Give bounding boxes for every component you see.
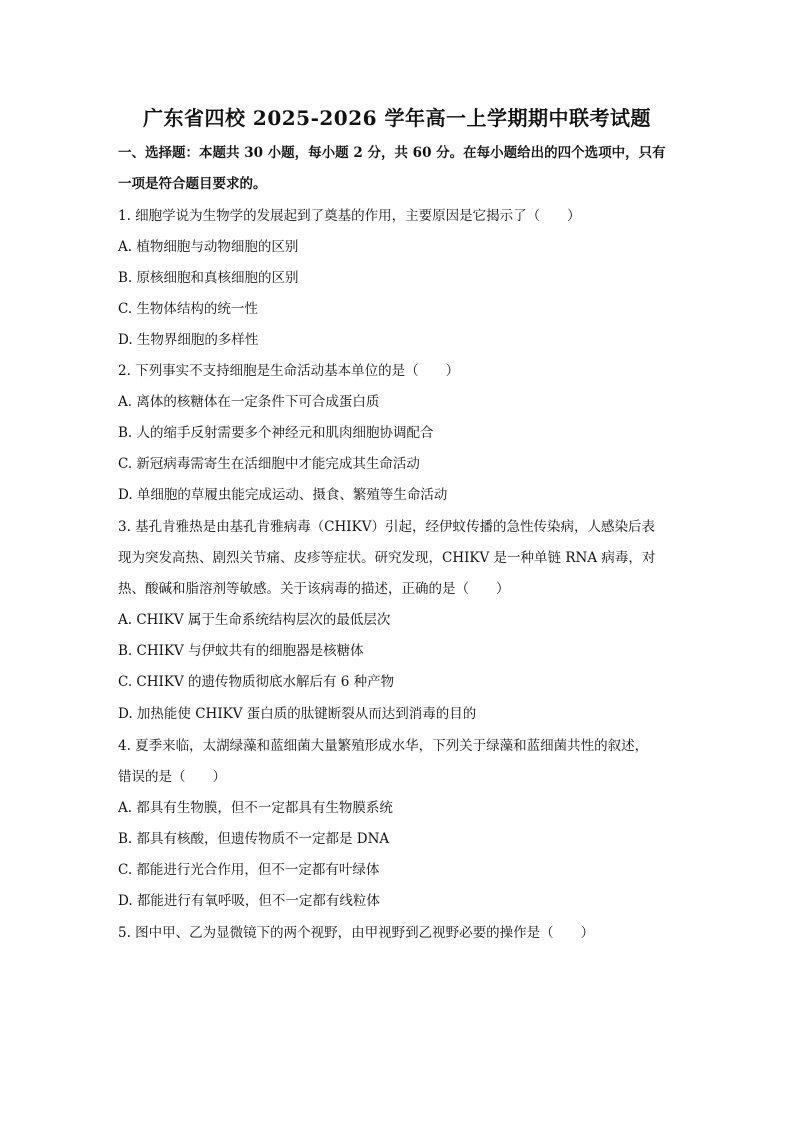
question-1-option-b: B. 原核细胞和真核细胞的区别 [118,270,299,286]
question-3-stem-line-2: 现为突发高热、剧烈关节痛、皮疹等症状。研究发现，CHIKV 是一种单链 RNA 病毒，对 [118,550,656,566]
section-instructions-line-1: 一、选择题：本题共 30 小题，每小题 2 分，共 60 分。在每小题给出的四个选项中，只有 [118,145,666,161]
question-3-option-d: D. 加热能使 CHIKV 蛋白质的肽键断裂从而达到消毒的目的 [118,706,477,722]
question-2-stem: 2. 下列事实不支持细胞是生命活动基本单位的是（ ） [118,363,460,379]
question-2-option-d: D. 单细胞的草履虫能完成运动、摄食、繁殖等生命活动 [118,487,448,503]
question-5-stem: 5. 图中甲、乙为显微镜下的两个视野，由甲视野到乙视野必要的操作是（ ） [118,925,595,941]
question-3-option-b: B. CHIKV 与伊蚊共有的细胞器是核糖体 [118,643,364,659]
question-4-option-a: A. 都具有生物膜，但不一定都具有生物膜系统 [118,800,393,816]
question-2-option-a: A. 离体的核糖体在一定条件下可合成蛋白质 [118,394,380,410]
question-2-option-c: C. 新冠病毒需寄生在活细胞中才能完成其生命活动 [118,456,420,472]
question-3-stem-line-1: 3. 基孔肯雅热是由基孔肯雅病毒（CHIKV）引起，经伊蚊传播的急性传染病，人感染后表 [118,519,655,535]
question-4-option-c: C. 都能进行光合作用，但不一定都有叶绿体 [118,862,380,878]
question-4-stem-line-1: 4. 夏季来临，太湖绿藻和蓝细菌大量繁殖形成水华，下列关于绿藻和蓝细菌共性的叙述， [118,738,649,754]
section-instructions-line-2: 一项是符合题目要求的。 [118,176,267,192]
question-3-option-a: A. CHIKV 属于生命系统结构层次的最低层次 [118,612,391,628]
question-3-option-c: C. CHIKV 的遗传物质彻底水解后有 6 种产物 [118,674,395,690]
question-1-stem: 1. 细胞学说为生物学的发展起到了奠基的作用，主要原因是它揭示了（ ） [118,208,581,224]
question-1-option-c: C. 生物体结构的统一性 [118,301,258,317]
page-title: 广东省四校 2025-2026 学年高一上学期期中联考试题 [142,106,652,130]
question-4-option-b: B. 都具有核酸，但遗传物质不一定都是 DNA [118,831,390,847]
question-4-option-d: D. 都能进行有氧呼吸，但不一定都有线粒体 [118,893,380,909]
question-3-stem-line-3: 热、酸碱和脂溶剂等敏感。关于该病毒的描述，正确的是（ ） [118,581,510,597]
question-1-option-d: D. 生物界细胞的多样性 [118,332,259,348]
question-1-option-a: A. 植物细胞与动物细胞的区别 [118,239,299,255]
question-2-option-b: B. 人的缩手反射需要多个神经元和肌肉细胞协调配合 [118,425,434,441]
question-4-stem-line-2: 错误的是（ ） [118,769,226,785]
